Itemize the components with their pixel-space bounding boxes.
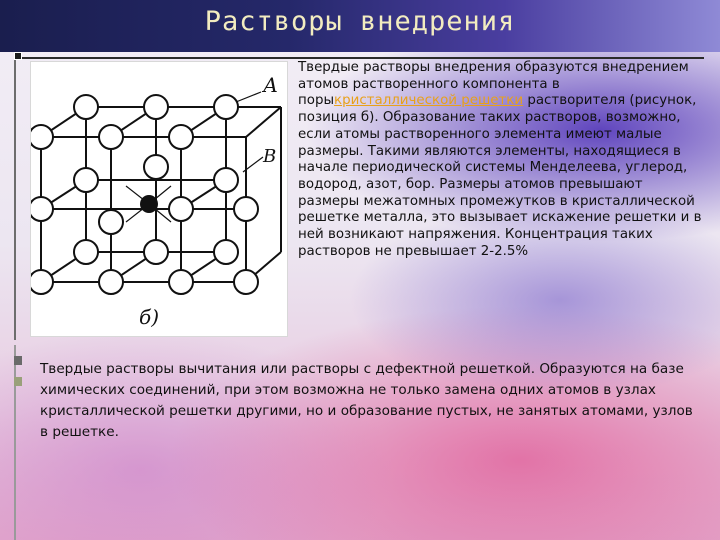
figure-label-a: А: [263, 73, 279, 97]
paragraph-text: растворителя (рисунок, позиция б). Образование таких растворов, возможно, если атомы растворенного элемента имеют малые размеры. Такими являются элементы, находящиеся в начале периодической системы Менделеева, углерод, водород, азот, бор. Размеры атомов превышают размеры межатомных промежутков в кристаллической решетке металла, это вызывает искажение решетки и в ней возникают напряжения. Концентрация таких растворов не превышает 2-2.5%: [298, 93, 702, 259]
figure-caption: б): [139, 305, 160, 329]
figure-label-b: В: [263, 146, 277, 167]
slide-title: Растворы внедрения: [204, 6, 516, 37]
left-stripe: [14, 60, 16, 340]
lattice-figure: [30, 61, 288, 337]
top-divider: [14, 57, 704, 59]
interstitial-atom-icon: [140, 195, 158, 213]
bullet-square-icon: [14, 377, 22, 386]
bullet-square-icon: [14, 356, 22, 365]
subtraction-description: Твердые растворы вычитания или растворы с дефектной решеткой. Образуются на базе химических соединений, при этом возможна не только замена одних атомов в узлах кристаллической решетки другими, но и образование пустых, не занятых атомами, узлов в решетке.: [40, 361, 693, 440]
crystal-lattice-link[interactable]: кристаллической решетки: [334, 93, 524, 109]
bullet-square-icon: [14, 52, 22, 60]
left-stripe: [14, 345, 16, 540]
interstitial-description: [298, 60, 703, 260]
interstitial-lattice-diagram: [31, 62, 289, 338]
paragraph-text: Твердые растворы внедрения образуются внедрением атомов растворенного компонента в поры: [298, 60, 689, 109]
